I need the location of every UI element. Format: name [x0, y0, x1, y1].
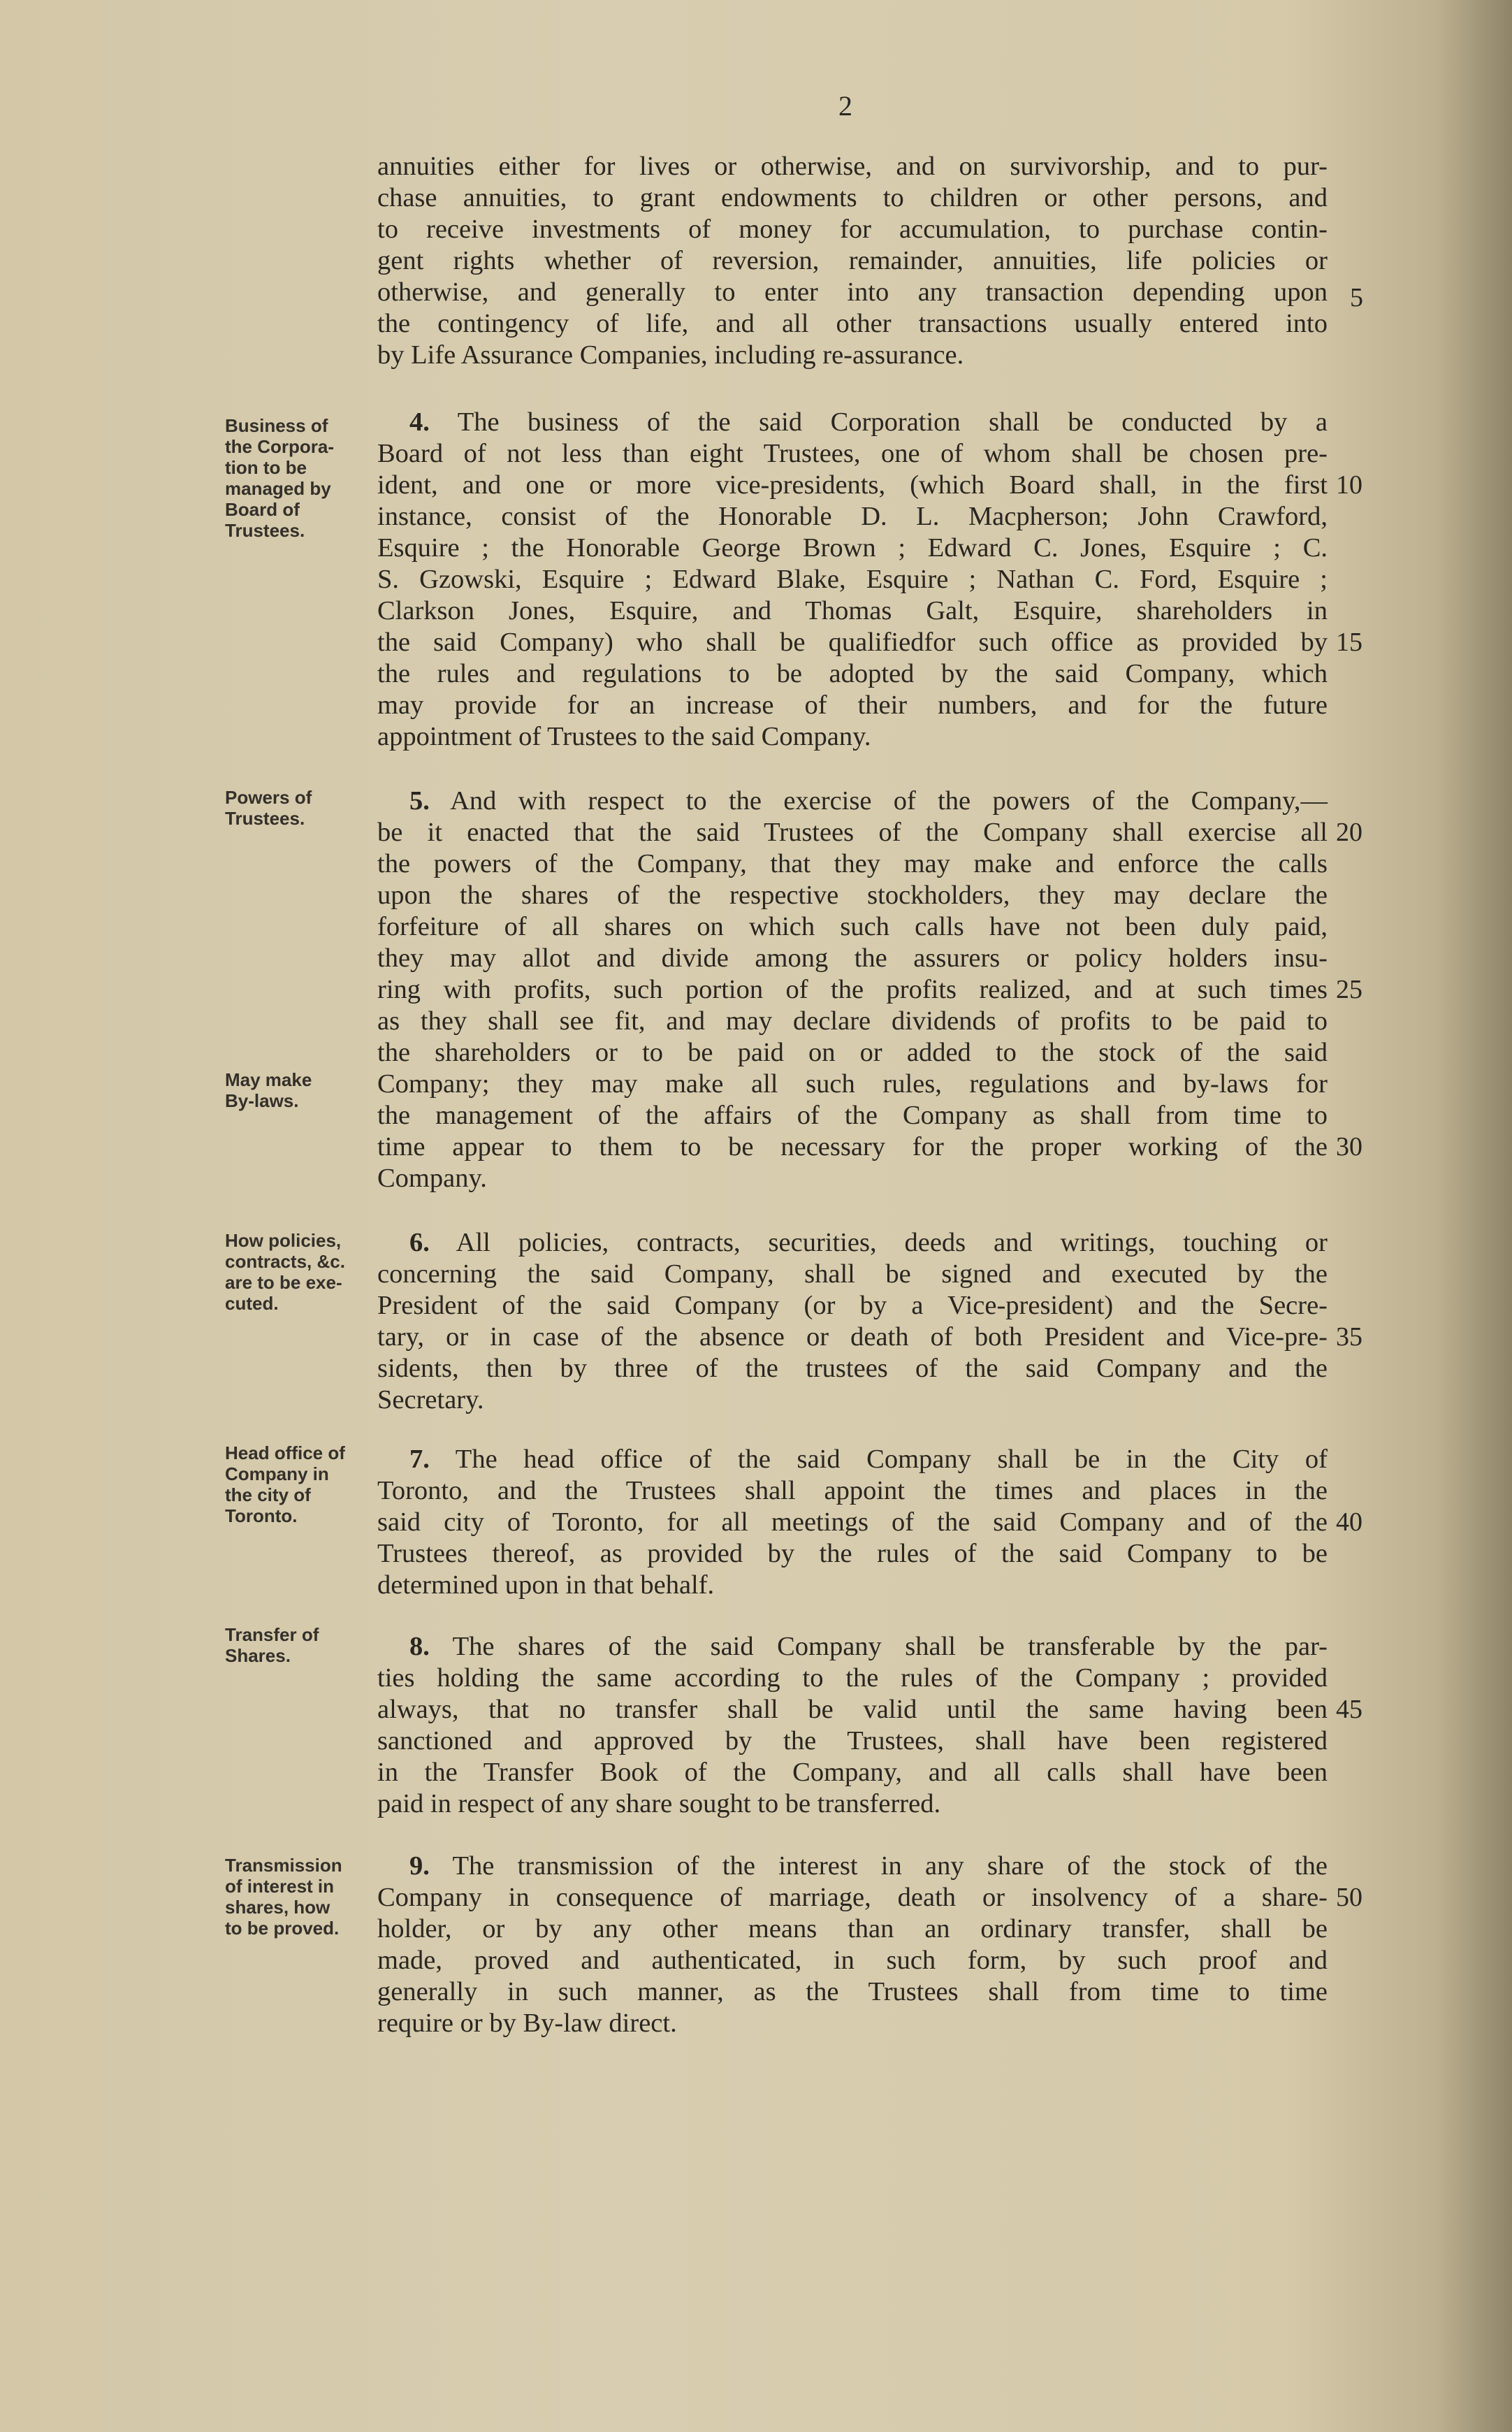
text-line: ring with profits, such portion of the profits realized, and at such times: [377, 975, 1328, 1004]
text-line: the said Company) who shall be qualifiedfor such office as provided by: [377, 628, 1328, 657]
text-line: paid in respect of any share sought to be transferred.: [377, 1789, 941, 1818]
text-line: tary, or in case of the absence or death of both President and Vice-pre-: [377, 1322, 1328, 1352]
line-number: 15: [1336, 628, 1362, 657]
section-number: 5.: [409, 786, 430, 816]
section-9: [377, 1851, 1328, 2039]
text-line: time appear to them to be necessary for the proper working of the: [377, 1132, 1328, 1161]
text-line: Toronto, and the Trustees shall appoint the times and places in the: [377, 1476, 1328, 1505]
section-8: [377, 1631, 1328, 1820]
text-line: The transmission of the interest in any share of the stock of the: [452, 1851, 1328, 1881]
text-line: All policies, contracts, securities, deeds and writings, touching or: [456, 1228, 1328, 1257]
text-line: [377, 1444, 1328, 1475]
text-line: sanctioned and approved by the Trustees, shall have been registered: [377, 1726, 1328, 1756]
text-line: in the Transfer Book of the Company, and all calls shall have been: [377, 1758, 1328, 1787]
text-line: ident, and one or more vice-presidents, (which Board shall, in the first: [377, 470, 1328, 500]
text-line: as they shall see fit, and may declare dividends of profits to be paid to: [377, 1006, 1328, 1036]
text-line: [377, 1227, 1328, 1259]
text-line: [377, 786, 1328, 817]
line-number: 45: [1336, 1695, 1362, 1724]
section-7: [377, 1444, 1328, 1601]
text-line: forfeiture of all shares on which such calls have not been duly paid,: [377, 912, 1328, 941]
text-line: said city of Toronto, for all meetings of the said Company and of the: [377, 1507, 1328, 1537]
side-note-transfer: Transfer of Shares.: [225, 1624, 319, 1666]
text-line: to receive investments of money for accumulation, to purchase contin-: [377, 215, 1328, 244]
text-line: otherwise, and generally to enter into any transaction depending upon: [377, 277, 1328, 307]
text-line: determined upon in that behalf.: [377, 1570, 715, 1600]
text-line: concerning the said Company, shall be signed and executed by the: [377, 1259, 1328, 1289]
line-number: 40: [1336, 1507, 1362, 1537]
section-number: 8.: [409, 1632, 430, 1661]
text-line: Board of not less than eight Trustees, one of whom shall be chosen pre-: [377, 439, 1328, 468]
line-number: 30: [1336, 1132, 1362, 1161]
text-line: The shares of the said Company shall be transferable by the par-: [452, 1632, 1328, 1661]
text-line: The head office of the said Company shall be in the City of: [455, 1445, 1328, 1474]
page-number: 2: [838, 90, 852, 122]
text-line: the management of the affairs of the Company as shall from time to: [377, 1101, 1328, 1130]
text-line: annuities either for lives or otherwise, and on survivorship, and to pur-: [377, 152, 1328, 181]
text-line: the powers of the Company, that they may make and enforce the calls: [377, 849, 1328, 878]
section-number: 7.: [409, 1445, 430, 1474]
text-line: made, proved and authenticated, in such form, by such proof and: [377, 1946, 1328, 1975]
line-number: 25: [1336, 975, 1362, 1004]
text-line: ties holding the same according to the rules of the Company ; provided: [377, 1663, 1328, 1693]
text-line: by Life Assurance Companies, including re-assurance.: [377, 340, 964, 370]
text-line: chase annuities, to grant endowments to children or other persons, and: [377, 183, 1328, 212]
text-line: Company.: [377, 1164, 487, 1193]
line-number: 35: [1336, 1322, 1362, 1352]
text-line: gent rights whether of reversion, remainder, annuities, life policies or: [377, 246, 1328, 275]
side-note-head-office: Head office of Company in the city of Toronto.: [225, 1442, 345, 1526]
text-line: holder, or by any other means than an ordinary transfer, shall be: [377, 1914, 1328, 1944]
section-5: [377, 786, 1328, 1194]
side-note-by-laws: May make By-laws.: [225, 1069, 312, 1111]
line-number: 50: [1336, 1883, 1362, 1912]
text-line: the shareholders or to be paid on or added to the stock of the said: [377, 1038, 1328, 1067]
text-line: they may allot and divide among the assurers or policy holders insu-: [377, 943, 1328, 973]
side-note-policies: How policies, contracts, &c. are to be exe- cuted.: [225, 1230, 345, 1314]
section-4: [377, 407, 1328, 753]
text-line: always, that no transfer shall be valid until the same having been: [377, 1695, 1328, 1724]
text-line: instance, consist of the Honorable D. L. Macpherson; John Crawford,: [377, 502, 1328, 531]
text-line: the contingency of life, and all other transactions usually entered into: [377, 309, 1328, 338]
text-line: Company in consequence of marriage, death or insolvency of a share-: [377, 1883, 1328, 1912]
line-number: 20: [1336, 818, 1362, 847]
text-line: [377, 407, 1328, 438]
section-number: 9.: [409, 1851, 430, 1881]
text-line: Clarkson Jones, Esquire, and Thomas Galt, Esquire, shareholders in: [377, 596, 1328, 625]
text-line: The business of the said Corporation shall be conducted by a: [457, 407, 1328, 437]
text-line: Secretary.: [377, 1385, 484, 1414]
text-line: generally in such manner, as the Trustees shall from time to time: [377, 1977, 1328, 2006]
line-number: 5: [1350, 283, 1363, 312]
text-line: President of the said Company (or by a Vice-president) and the Secre-: [377, 1291, 1328, 1320]
text-line: Company; they may make all such rules, regulations and by-laws for: [377, 1069, 1328, 1099]
section-number: 4.: [409, 407, 430, 437]
text-line: Trustees thereof, as provided by the rules of the said Company to be: [377, 1539, 1328, 1568]
side-note-transmission: Transmission of interest in shares, how to be proved.: [225, 1855, 342, 1939]
text-line: may provide for an increase of their numbers, and for the future: [377, 690, 1328, 720]
line-number: 10: [1336, 470, 1362, 500]
text-line: S. Gzowski, Esquire ; Edward Blake, Esquire ; Nathan C. Ford, Esquire ;: [377, 565, 1328, 594]
text-line: appointment of Trustees to the said Company.: [377, 722, 871, 751]
side-note-powers: Powers of Trustees.: [225, 787, 312, 829]
text-line: be it enacted that the said Trustees of the Company shall exercise all: [377, 818, 1328, 847]
text-line: [377, 1851, 1328, 1882]
section-6: [377, 1227, 1328, 1416]
text-line: upon the shares of the respective stockholders, they may declare the: [377, 881, 1328, 910]
text-line: the rules and regulations to be adopted by the said Company, which: [377, 659, 1328, 688]
text-line: sidents, then by three of the trustees of the said Company and the: [377, 1354, 1328, 1383]
text-line: Esquire ; the Honorable George Brown ; Edward C. Jones, Esquire ; C.: [377, 533, 1328, 563]
text-line: And with respect to the exercise of the powers of the Company,—: [450, 786, 1328, 816]
section-number: 6.: [409, 1228, 430, 1257]
paragraph-continuation: [377, 151, 1328, 371]
side-note-business: Business of the Corpora- tion to be managed by Board of Trustees.: [225, 415, 334, 541]
text-line: require or by By-law direct.: [377, 2008, 677, 2038]
text-line: [377, 1631, 1328, 1663]
